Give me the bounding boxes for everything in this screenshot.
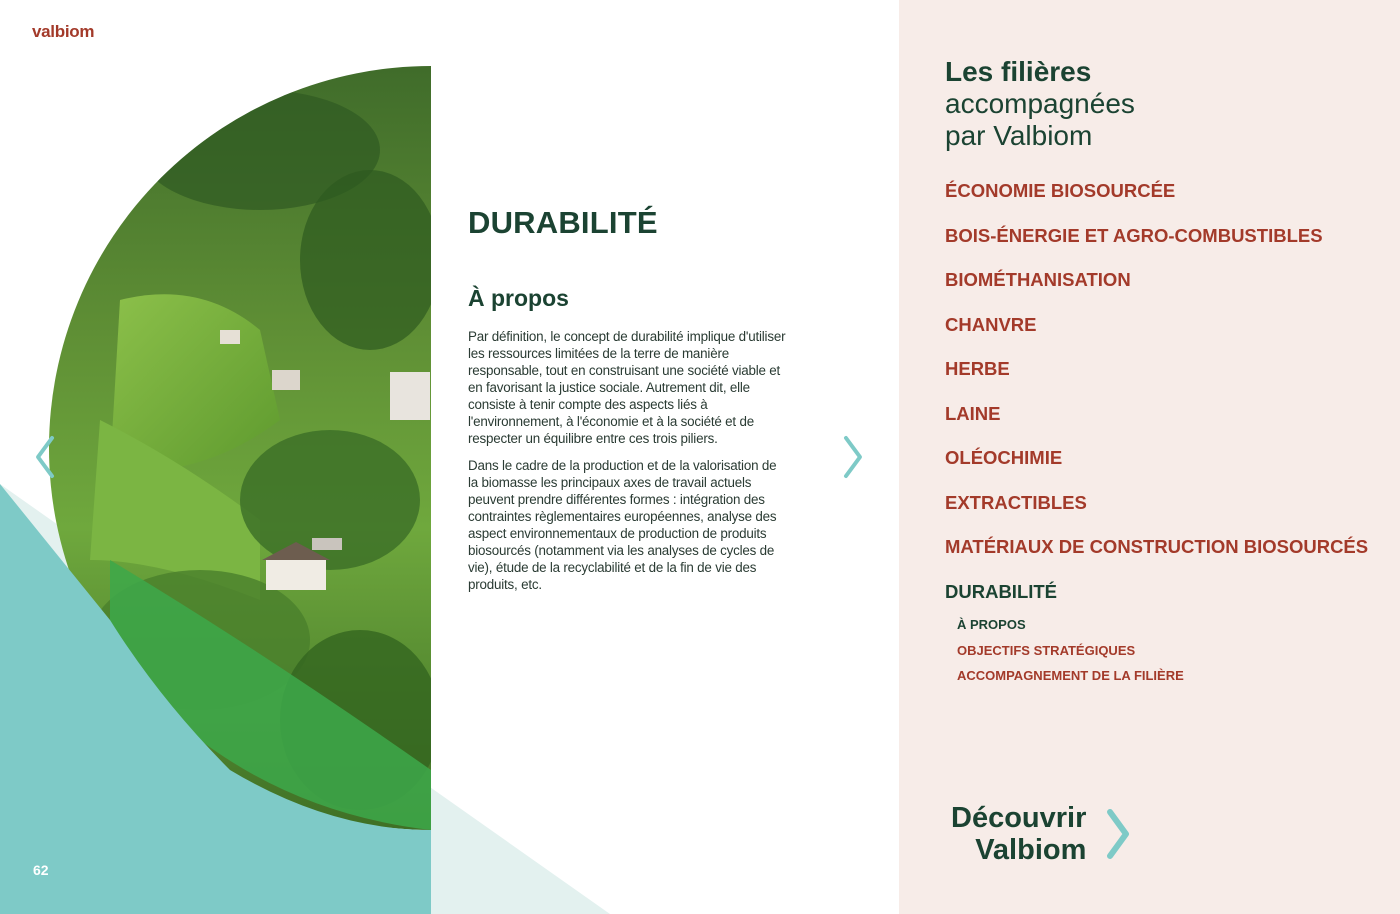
previous-page-button[interactable] — [30, 432, 60, 482]
menu-item-laine[interactable]: LAINE — [945, 402, 1001, 424]
sidebar-title — [945, 56, 1135, 152]
chevron-right-icon — [1100, 804, 1136, 864]
discover-line: Découvrir — [951, 802, 1087, 834]
submenu-item-accompagnement[interactable]: ACCOMPAGNEMENT DE LA FILIÈRE — [957, 668, 1184, 684]
sidebar-title-line: par Valbiom — [945, 120, 1093, 151]
chevron-right-icon — [838, 432, 868, 482]
menu-item-bois-energie[interactable]: BOIS-ÉNERGIE ET AGRO-COMBUSTIBLES — [945, 224, 1323, 246]
valbiom-logo[interactable]: valbiom — [32, 22, 95, 41]
menu-item-oleochimie[interactable]: OLÉOCHIMIE — [945, 447, 1063, 468]
menu-item-extractibles[interactable]: EXTRACTIBLES — [945, 491, 1087, 513]
discover-valbiom-button[interactable] — [951, 802, 1136, 866]
menu-item-biomethanisation[interactable]: BIOMÉTHANISATION — [945, 269, 1131, 290]
chevron-left-icon — [30, 432, 60, 482]
article — [468, 205, 788, 603]
menu-item-durabilite[interactable]: DURABILITÉ — [945, 580, 1058, 602]
next-page-button[interactable] — [838, 432, 868, 482]
sidebar — [899, 0, 1400, 914]
discover-line: Valbiom — [975, 834, 1087, 866]
menu-item-economie-biosourcee[interactable]: ÉCONOMIE BIOSOURCÉE — [945, 180, 1176, 201]
submenu-item-a-propos[interactable]: À PROPOS — [957, 617, 1026, 632]
sidebar-title-line: Les filières — [945, 56, 1092, 87]
article-subtitle: À propos — [468, 285, 569, 311]
sidebar-title-line: accompagnées — [945, 88, 1135, 119]
article-paragraph: Par définition, le concept de durabilité implique d'utiliser les ressources limitées de la terre de manière responsable, tout en construisant une société viable et en favorisant la justice sociale. Autrement dit, elle consiste à tenir compte des aspects liés à l'environnement, à l'économie et à la société et de respecter un équilibre entre ces trois piliers. — [468, 329, 786, 446]
page-number: 62 — [33, 862, 49, 878]
submenu-item-objectifs-strategiques[interactable]: OBJECTIFS STRATÉGIQUES — [957, 642, 1136, 658]
discover-label — [951, 802, 1086, 866]
menu-item-chanvre[interactable]: CHANVRE — [945, 313, 1037, 335]
menu-item-herbe[interactable]: HERBE — [945, 358, 1010, 379]
article-paragraph: Dans le cadre de la production et de la valorisation de la biomasse les principaux axes de travail actuels peuvent prendre différentes formes : intégration des contraintes règlementaires européennes, analyse des aspect environnementaux de production de produits biosourcés (notamment via les analyses de cycles de vie), étude de la recyclabilité et de la fin de vie des produits, etc. — [468, 458, 777, 592]
sector-menu — [945, 180, 1368, 615]
article-title: DURABILITÉ — [468, 205, 658, 240]
submenu — [957, 617, 1184, 694]
menu-item-materiaux-construction[interactable]: MATÉRIAUX DE CONSTRUCTION BIOSOURCÉS — [945, 536, 1369, 557]
